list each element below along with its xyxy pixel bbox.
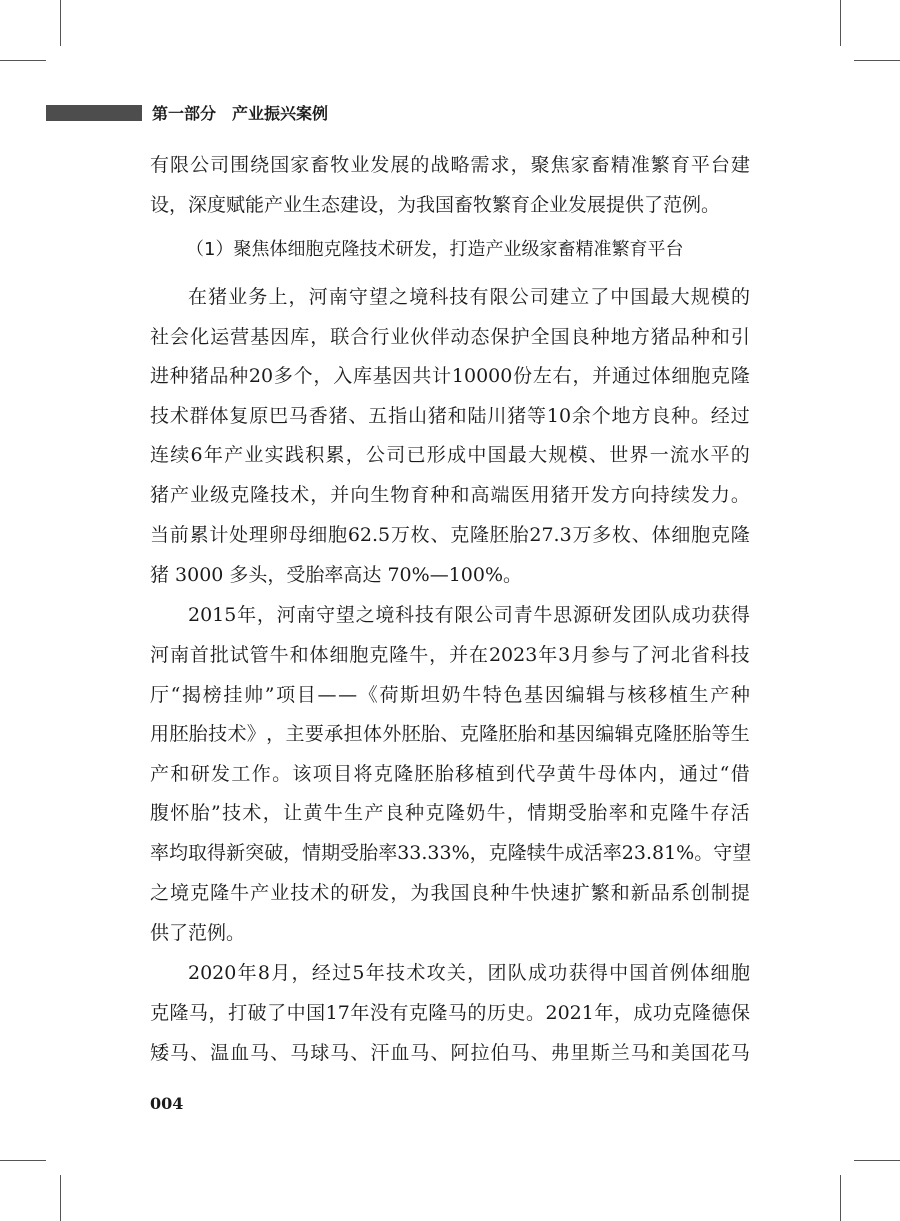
header-bar — [46, 105, 142, 121]
text-line: 河 南 首 批 试 管 牛 和 体 细 胞 克 隆 牛 ， 并 在 2023 年 3 月 参 与 了 河 北 省 科 技 — [150, 644, 750, 666]
text-line: 率 均 取 得 新 突 破 ， 情 期 受 胎 率 33.33% ， 克 隆 犊 牛 成 活 率 23.81% 。 守 望 — [150, 842, 752, 864]
section-subheading: （1）聚焦体细胞克隆技术研发，打造产业级家畜精准繁育平台 — [186, 239, 684, 260]
page-number: 004 — [150, 1094, 184, 1113]
text-line: 厅 “ 揭 榜 挂 帅 ” 项 目 — — 《 荷 斯 坦 奶 牛 特 色 基 因 编 辑 与 核 移 植 生 产 种 — [150, 684, 750, 706]
header-section-title: 产业振兴案例 — [232, 104, 329, 123]
text-line: 腹 怀 胎 ” 技 术 ， 让 黄 牛 生 产 良 种 克 隆 奶 牛 ， 情 期 受 胎 率 和 克 隆 牛 存 活 — [150, 802, 750, 824]
crop-mark — [60, 0, 61, 46]
crop-mark — [60, 1175, 61, 1221]
crop-mark — [0, 1160, 46, 1161]
text-line: 2015 年 ， 河 南 守 望 之 境 科 技 有 限 公 司 青 牛 思 源 研 发 团 队 成 功 获 得 — [188, 604, 750, 626]
running-header — [152, 101, 328, 124]
text-line: 产 和 研 发 工 作 。 该 项 目 将 克 隆 胚 胎 移 植 到 代 孕 黄 牛 母 体 内 ， 通 过 “ 借 — [150, 763, 750, 785]
text-line: 供了范例。 — [150, 922, 246, 944]
text-line: 用 胚 胎 技 术 》 ， 主 要 承 担 体 外 胚 胎 、 克 隆 胚 胎 和 基 因 编 辑 克 隆 胚 胎 等 生 — [150, 723, 750, 745]
crop-mark — [854, 1160, 900, 1161]
text-line: 猪 产 业 级 克 隆 技 术 ， 并 向 生 物 育 种 和 高 端 医 用 猪 开 发 方 向 持 续 发 力 。 — [150, 484, 750, 506]
text-line: 当 前 累 计 处 理 卵 母 细 胞 62.5 万 枚 、 克 隆 胚 胎 27.3 万 多 枚 、 体 细 胞 克 隆 — [150, 524, 750, 546]
text-line: 之 境 克 隆 牛 产 业 技 术 的 研 发 ， 为 我 国 良 种 牛 快 速 扩 繁 和 新 品 系 创 制 提 — [150, 882, 750, 904]
text-line: 连 续 6 年 产 业 实 践 积 累 ， 公 司 已 形 成 中 国 最 大 规 模 、 世 界 一 流 水 平 的 — [150, 444, 750, 466]
text-line: 技 术 群 体 复 原 巴 马 香 猪 、 五 指 山 猪 和 陆 川 猪 等 10 余 个 地 方 良 种 。 经 过 — [150, 405, 750, 427]
header-part: 第一部分 — [152, 104, 217, 123]
text-line: 克 隆 马 ， 打 破 了 中 国 17 年 没 有 克 隆 马 的 历 史 。 2021 年 ， 成 功 克 隆 德 保 — [150, 1002, 750, 1024]
text-line: 有 限 公 司 围 绕 国 家 畜 牧 业 发 展 的 战 略 需 求 ， 聚 焦 家 畜 精 准 繁 育 平 台 建 — [150, 154, 750, 176]
text-line: 设，深度赋能产业生态建设，为我国畜牧繁育企业发展提供了范例。 — [150, 194, 721, 216]
text-line: 进 种 猪 品 种 20 多 个 ， 入 库 基 因 共 计 10000 份 左 右 ， 并 通 过 体 细 胞 克 隆 — [150, 365, 750, 387]
text-line: 矮 马 、 温 血 马 、 马 球 马 、 汗 血 马 、 阿 拉 伯 马 、 弗 里 斯 兰 马 和 美 国 花 马 — [150, 1042, 750, 1064]
text-line: 在 猪 业 务 上 ， 河 南 守 望 之 境 科 技 有 限 公 司 建 立 了 中 国 最 大 规 模 的 — [188, 286, 750, 308]
text-line: 社 会 化 运 营 基 因 库 ， 联 合 行 业 伙 伴 动 态 保 护 全 国 良 种 地 方 猪 品 种 和 引 — [150, 326, 750, 348]
text-line: 2020 年 8 月 ， 经 过 5 年 技 术 攻 关 ， 团 队 成 功 获 得 中 国 首 例 体 细 胞 — [188, 962, 750, 984]
crop-mark — [854, 60, 900, 61]
crop-mark — [840, 0, 841, 46]
crop-mark — [840, 1175, 841, 1221]
text-line: 猪 3000 多头，受胎率高达 70%—100%。 — [150, 564, 523, 586]
crop-mark — [0, 60, 46, 61]
